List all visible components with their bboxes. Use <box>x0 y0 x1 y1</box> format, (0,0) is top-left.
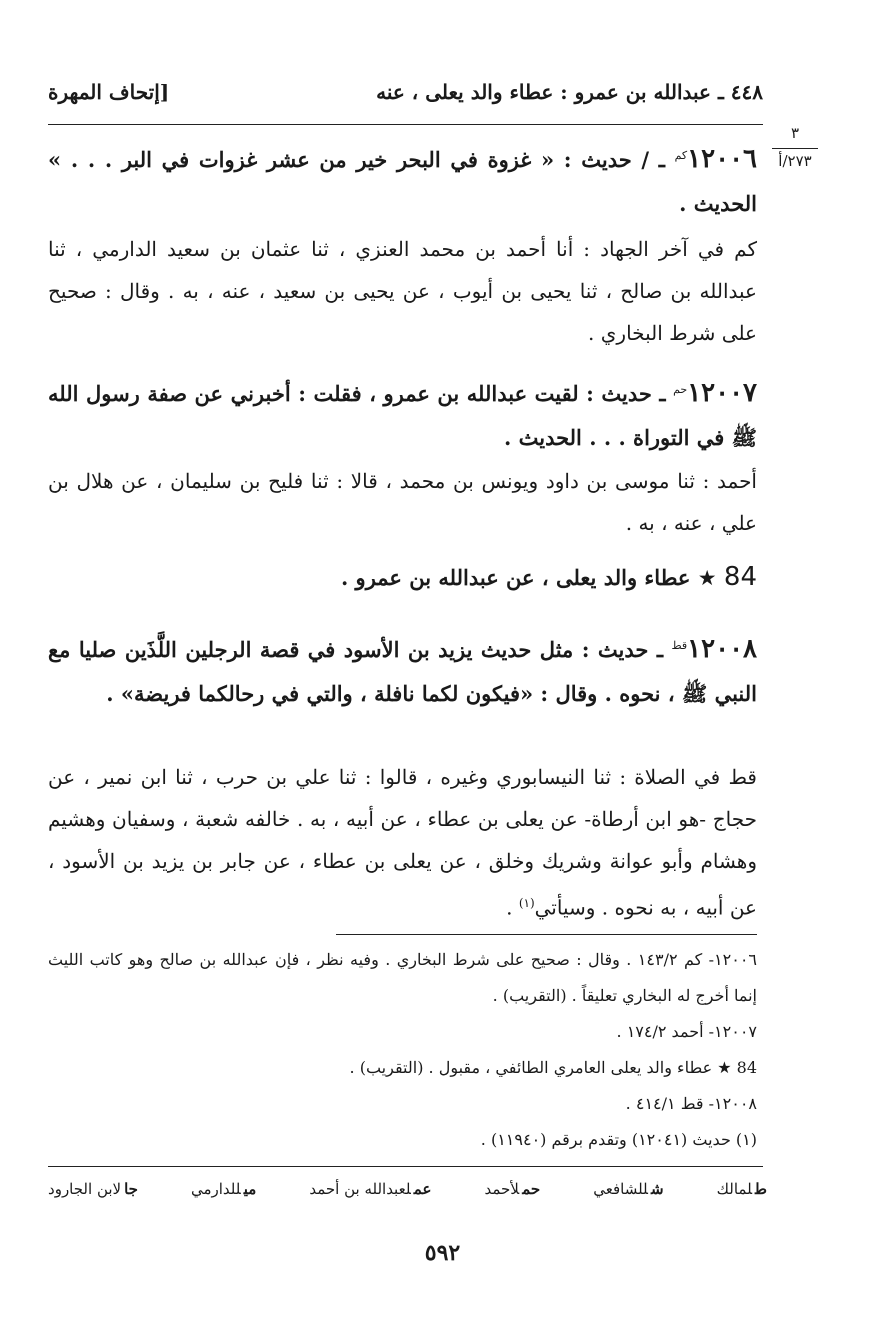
footnote-2: ١٢٠٠٧- أحمد ١٧٤/٢ . <box>616 1022 757 1041</box>
narrator-heading <box>48 562 757 592</box>
abbr-item: شللشافعي <box>593 1180 664 1198</box>
footnote-1: ١٢٠٠٦- كم ١٤٣/٢ . وقال : صحيح على شرط البخاري . وفيه نظر ، فإن عبدالله بن صالح وهو كاتب الليث إنما أخرج له البخاري تعليقاً . (التقريب) . <box>48 950 758 1005</box>
hadith-12007-source: أحمد : ثنا موسى بن داود ويونس بن محمد ، قالا : ثنا فليح بن سليمان ، عن هلال بن علي ، عنه ، به . <box>48 469 757 535</box>
header-rule <box>48 124 763 125</box>
book-title: [إتحاف المهرة <box>48 80 170 104</box>
narrator-number: 84 <box>723 562 757 592</box>
hadith-12006-source: كم في آخر الجهاد : أنا أحمد بن محمد العنزي ، ثنا عثمان بن سعيد الدارمي ، ثنا عبدالله بن صالح ، ثنا يحيى بن أيوب ، عن يحيى بن سعيد ، عنه ، به . وقال : صحيح على شرط البخاري . <box>48 237 757 345</box>
hadith-text: ـ حديث : لقيت عبدالله بن عمرو ، فقلت : أخبرني عن صفة رسول الله ﷺ في التوراة . . . الحديث . <box>48 381 757 450</box>
collection-symbol: قط <box>671 639 688 652</box>
footnote-3: 84 ★ عطاء والد يعلى العامري الطائفي ، مقبول . (التقريب) . <box>349 1058 757 1077</box>
footnote-5: (١) حديث (١٢٠٤١) وتقدم برقم (١١٩٤٠) . <box>480 1130 757 1149</box>
narrator-text: عطاء والد يعلى ، عن عبدالله بن عمرو . <box>340 565 691 590</box>
abbr-item: حملأحمد <box>484 1180 541 1198</box>
collection-symbol: حم <box>673 383 688 396</box>
margin-note-bottom: ٢٧٣/أ <box>778 152 812 170</box>
footnote-4: ١٢٠٠٨- قط ٤١٤/١ . <box>625 1094 757 1113</box>
page-number: ٥٩٢ <box>424 1240 461 1266</box>
abbr-item: ميللدارمي <box>190 1180 257 1198</box>
hadith-number: ١٢٠٠٧ <box>687 378 758 408</box>
abbr-item: طلمالك <box>716 1180 767 1198</box>
margin-note-top: ٣ <box>790 124 800 142</box>
source-end: . <box>506 895 519 920</box>
source-text: قط في الصلاة : ثنا النيسابوري وغيره ، قالوا : ثنا علي بن حرب ، ثنا ابن نمير ، عن حجاج -هو ابن أرطاة- عن يعلى بن عطاء ، عن أبيه ، به . خالفه شعبة ، وسفيان وهشيم وهشام وأبو عوانة وشريك وخلق ، عن يعلى بن عطاء ، عن جابر بن يزيد بن الأسود ، عن أبيه ، به نحوه . وسيأتي <box>48 765 757 920</box>
abbr-item: عملعبدالله بن أحمد <box>309 1180 432 1198</box>
star-icon: ★ <box>697 566 717 590</box>
footnote-rule <box>336 934 757 935</box>
hadith-number: ١٢٠٠٨ <box>687 634 757 664</box>
hadith-12006 <box>48 134 757 226</box>
hadith-12007 <box>48 368 757 460</box>
running-header <box>48 80 763 112</box>
margin-note-divider <box>772 148 818 149</box>
hadith-text: ـ / حديث : « غزوة في البحر خير من عشر غزوات في البر . . . » الحديث . <box>48 147 757 216</box>
hadith-text: ـ حديث : مثل حديث يزيد بن الأسود في قصة الرجلين اللَّذَين صليا مع النبي ﷺ ، نحوه . وقال : «فيكون لكما نافلة ، والتي في رحالكما فريضة» . <box>48 637 757 706</box>
hadith-12008 <box>48 624 757 716</box>
hadith-number: ١٢٠٠٦ <box>687 144 757 174</box>
abbreviation-rule <box>48 1166 763 1167</box>
chapter-title: ٤٤٨ ـ عبدالله بن عمرو : عطاء والد يعلى ، عنه <box>376 80 763 104</box>
footnote-ref[interactable]: (١) <box>518 896 535 910</box>
hadith-12008-source <box>48 756 757 929</box>
collection-symbol: كم <box>674 149 688 162</box>
abbreviation-legend <box>48 1180 767 1198</box>
abbr-item: جالابن الجارود <box>48 1180 138 1198</box>
